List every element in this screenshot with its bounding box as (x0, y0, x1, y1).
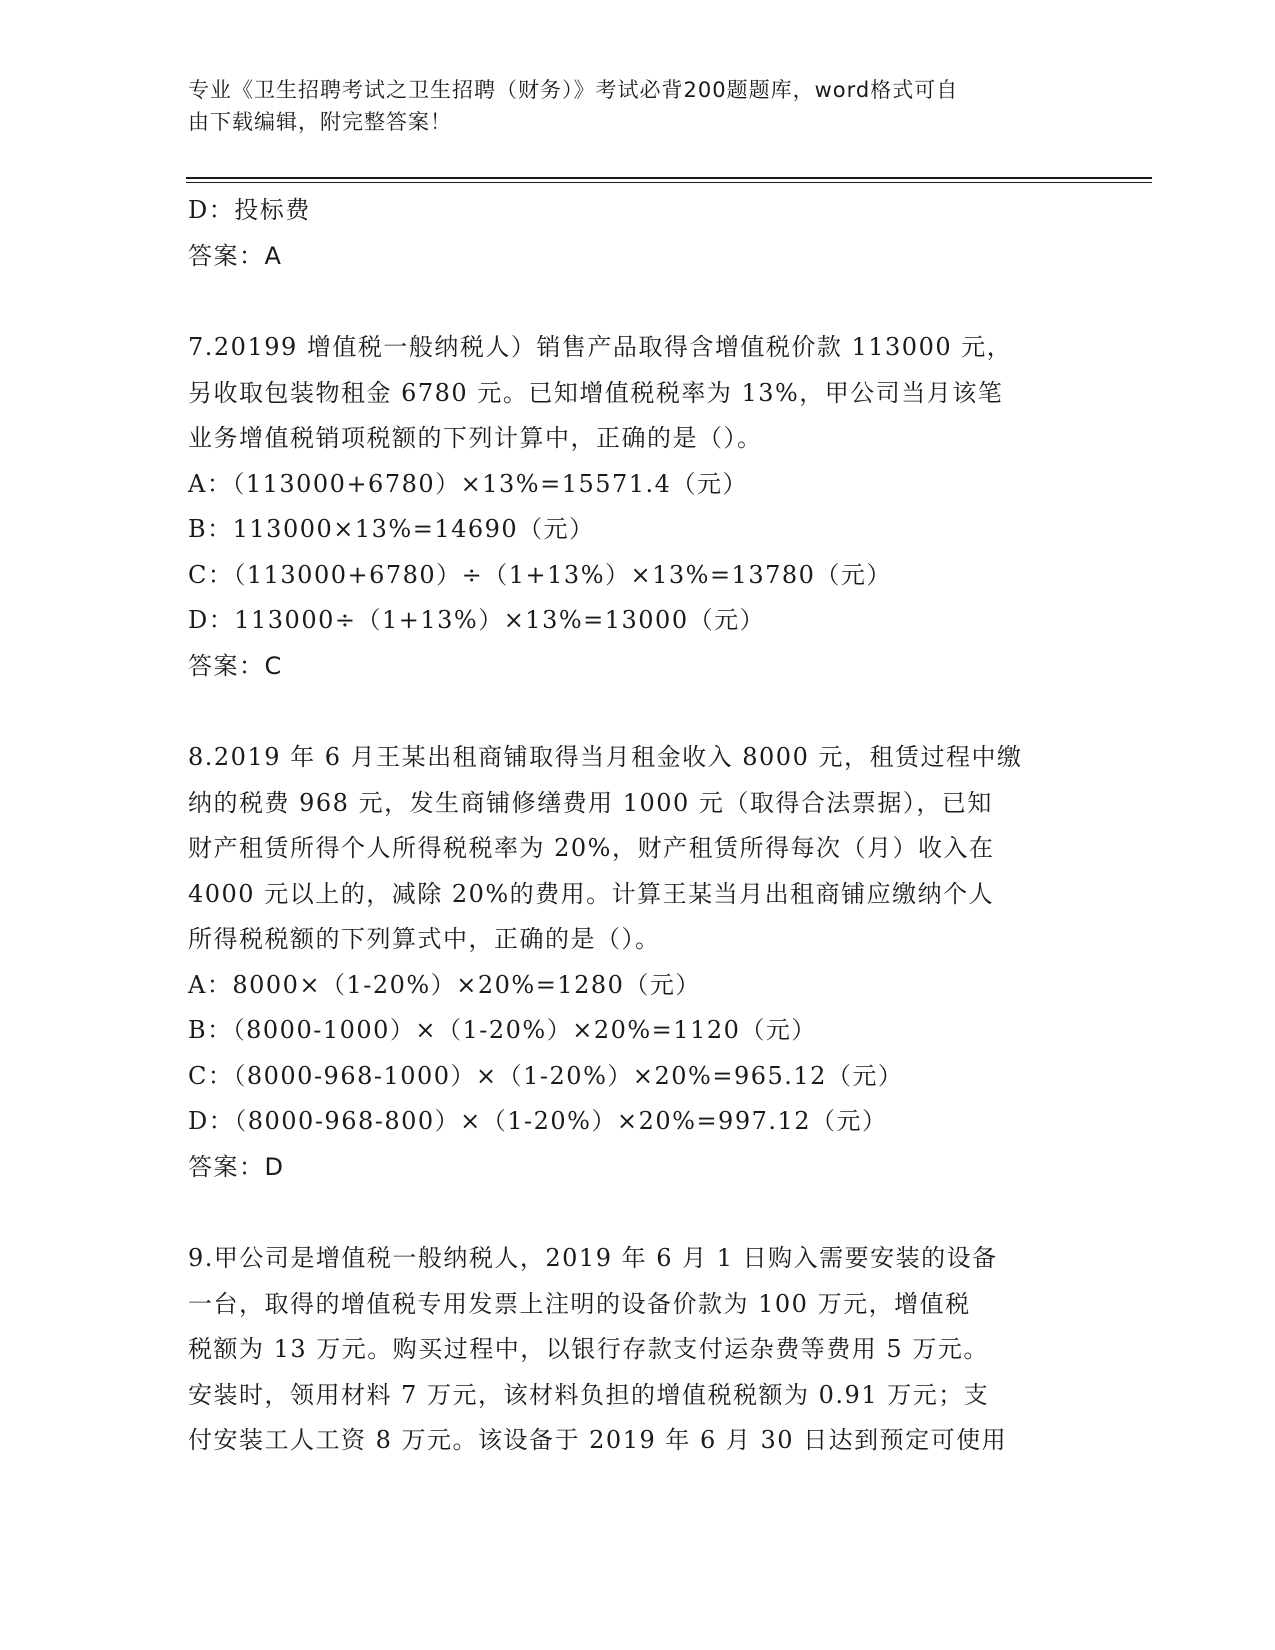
q8-stem-line-5: 所得税税额的下列算式中，正确的是（）。 (188, 925, 661, 953)
document-body (188, 188, 1088, 1464)
q8-answer: 答案：D (188, 1152, 285, 1181)
question-9 (188, 1236, 1088, 1464)
spacer (188, 279, 1088, 325)
q7-option-c: C：（113000+6780）÷（1+13%）×13%=13780（元） (188, 560, 892, 589)
q8-stem-line-2: 纳的税费 968 元，发生商铺修缮费用 1000 元（取得合法票据），已知 (188, 788, 993, 817)
q7-answer: 答案：C (188, 651, 283, 680)
q8-stem-line-3: 财产租赁所得个人所得税税率为 20%，财产租赁所得每次（月）收入在 (188, 834, 995, 862)
q9-stem-line-4: 安装时，领用材料 7 万元，该材料负担的增值税税额为 0.91 万元；支 (188, 1380, 990, 1409)
q9-stem-line-3: 税额为 13 万元。购买过程中，以银行存款支付运杂费等费用 5 万元。 (188, 1335, 989, 1363)
q7-option-b: B：113000×13%=14690（元） (188, 515, 595, 543)
question-8 (188, 735, 1088, 1190)
spacer (188, 689, 1088, 735)
prev-answer: 答案：A (188, 241, 283, 270)
header-line-1: 专业《卫生招聘考试之卫生招聘（财务）》考试必背200题题库，word格式可自 (188, 78, 959, 102)
q8-option-d: D：（8000-968-800）×（1-20%）×20%=997.12（元） (188, 1107, 888, 1135)
q7-option-a: A：（113000+6780）×13%=15571.4（元） (188, 469, 748, 498)
q9-stem-line-5: 付安装工人工资 8 万元。该设备于 2019 年 6 月 30 日达到预定可使用 (188, 1426, 1008, 1454)
q8-stem-line-1: 8.2019 年 6 月王某出租商铺取得当月租金收入 8000 元，租赁过程中缴 (188, 743, 1023, 771)
header-line-2: 由下载编辑，附完整答案！ (188, 110, 452, 134)
q9-stem-line-2: 一台，取得的增值税专用发票上注明的设备价款为 100 万元，增值税 (188, 1289, 971, 1318)
q8-option-a: A：8000×（1-20%）×20%=1280（元） (188, 970, 701, 999)
prev-option-d: D：投标费 (188, 196, 311, 224)
q8-option-c: C：（8000-968-1000）×（1-20%）×20%=965.12（元） (188, 1061, 904, 1090)
header-rule-thick (186, 177, 1152, 179)
question-7 (188, 325, 1088, 689)
page-header (188, 74, 1088, 138)
spacer (188, 1190, 1088, 1236)
q8-stem-line-4: 4000 元以上的，减除 20%的费用。计算王某当月出租商铺应缴纳个人 (188, 879, 995, 908)
q8-option-b: B：（8000-1000）×（1-20%）×20%=1120（元） (188, 1016, 817, 1044)
q7-stem-line-1: 7.20199 增值税一般纳税人）销售产品取得含增值税价款 113000 元， (188, 333, 1013, 361)
q7-stem-line-3: 业务增值税销项税额的下列计算中，正确的是（）。 (188, 424, 763, 452)
header-rule-thin (186, 182, 1152, 183)
q9-stem-line-1: 9.甲公司是增值税一般纳税人，2019 年 6 月 1 日购入需要安装的设备 (188, 1244, 998, 1272)
q7-option-d: D：113000÷（1+13%）×13%=13000（元） (188, 606, 766, 634)
q7-stem-line-2: 另收取包装物租金 6780 元。已知增值税税率为 13%，甲公司当月该笔 (188, 378, 1004, 407)
